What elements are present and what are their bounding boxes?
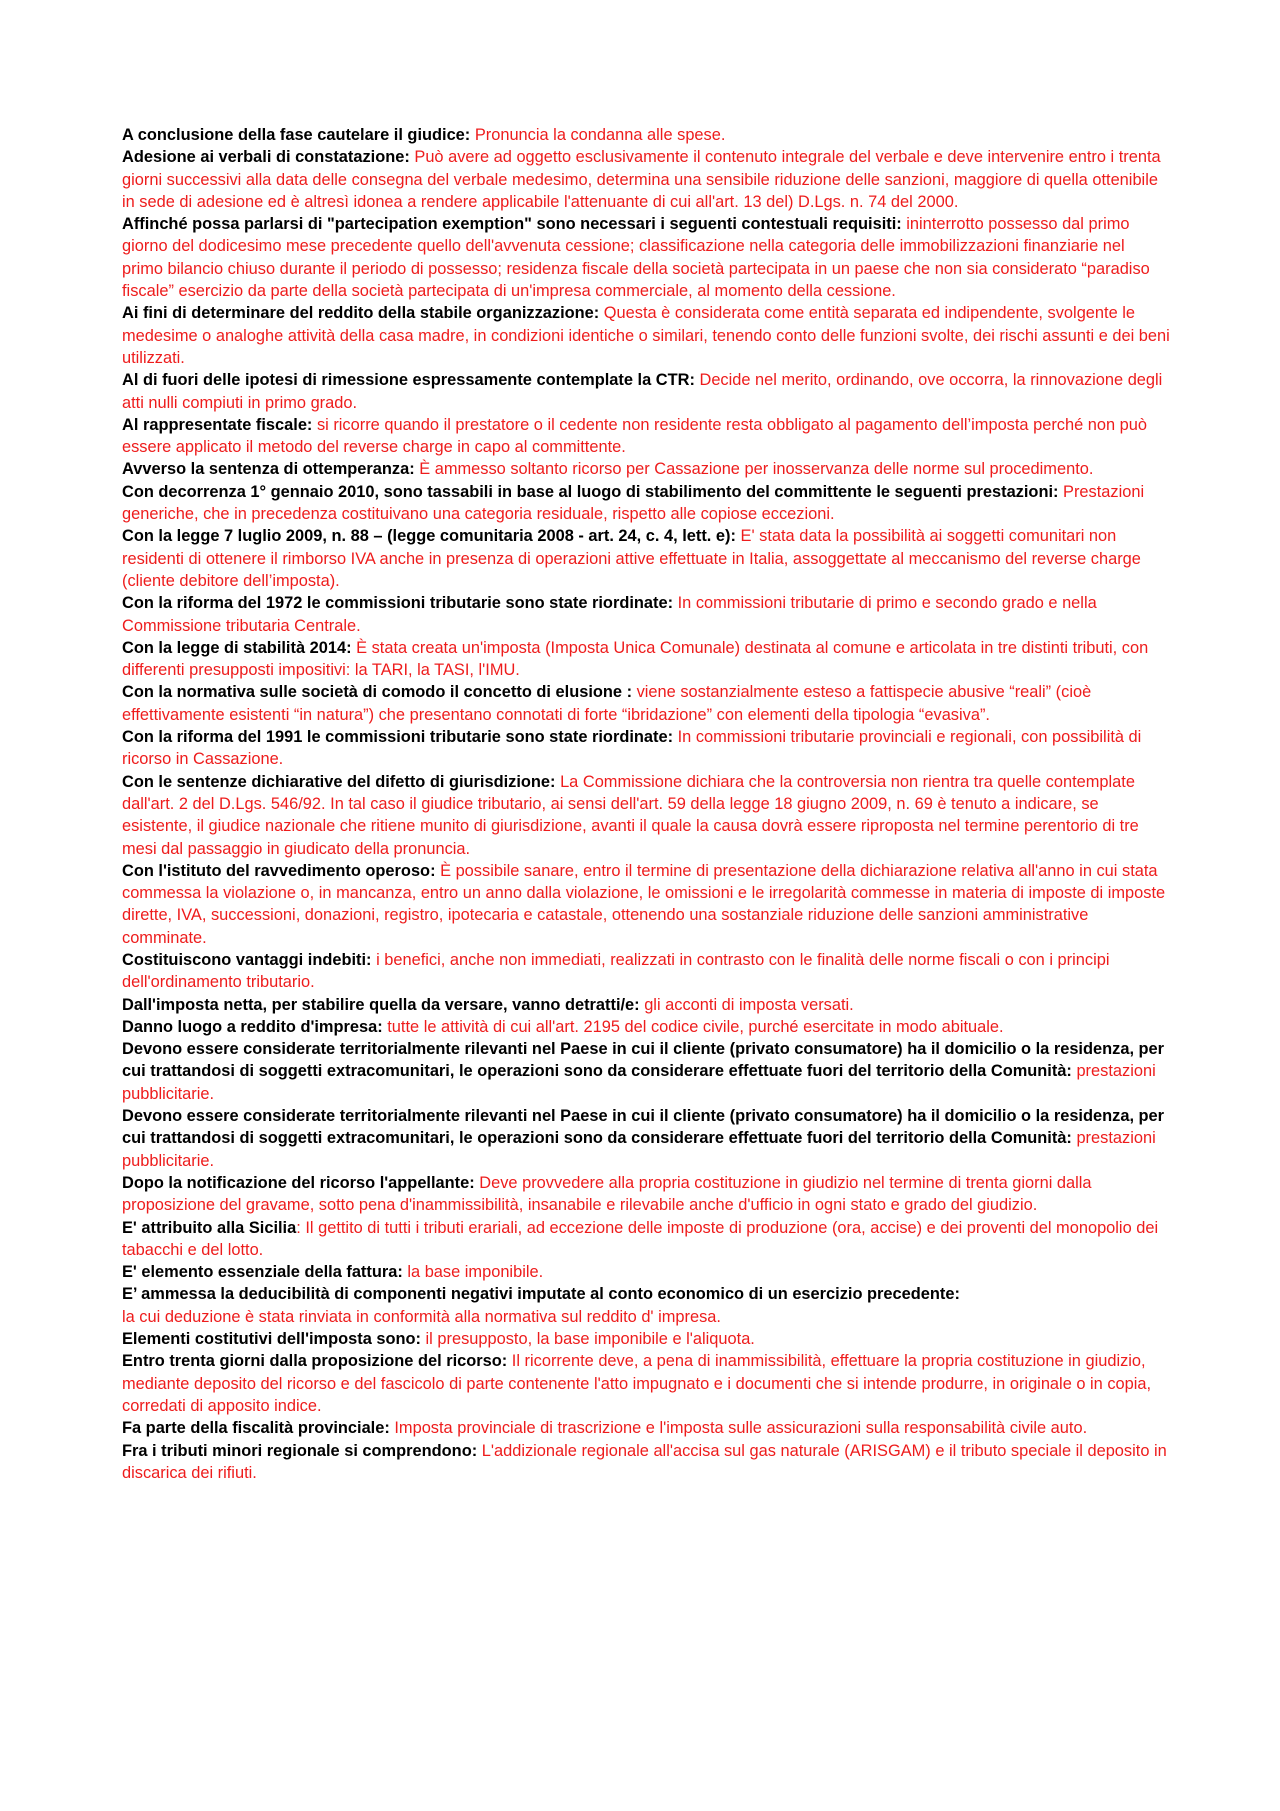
- answer-text: gli acconti di imposta versati.: [639, 995, 854, 1014]
- qa-entry: [122, 1105, 1170, 1172]
- qa-entry: [122, 481, 1170, 526]
- answer-text: È ammesso soltanto ricorso per Cassazione per inosservanza delle norme sul procedimento.: [414, 460, 1094, 479]
- answer-text: : Il gettito di tutti i tributi erariali, ad eccezione delle imposte di produzione (ora, accise) e dei proventi del monopolio dei tabacchi e del lotto.: [122, 1218, 1159, 1259]
- qa-entry: [122, 726, 1170, 771]
- answer-text: il presupposto, la base imponibile e l'aliquota.: [420, 1330, 755, 1349]
- question-text: Dall'imposta netta, per stabilire quella da versare, vanno detratti/e:: [122, 995, 640, 1014]
- qa-entry: [122, 213, 1170, 302]
- answer-text: Pronuncia la condanna alle spese.: [470, 126, 726, 144]
- question-text: Adesione ai verbali di constatazione:: [122, 148, 410, 167]
- qa-entry: [122, 1038, 1170, 1105]
- question-text: Con decorrenza 1° gennaio 2010, sono tassabili in base al luogo di stabilimento del committente le seguenti prestazioni:: [122, 482, 1059, 501]
- qa-entry: [122, 146, 1170, 213]
- document-page: [122, 124, 1170, 1484]
- answer-text: In commissioni tributarie di primo e secondo grado e nella Commissione tributaria Centrale.: [122, 594, 1097, 635]
- answer-text: Il ricorrente deve, a pena di inammissibilità, effettuare la propria costituzione in giudizio, mediante deposito del ricorso e del fascicolo di parte contenente l'atto impugnato e i documenti che si intende produrre, in originale o in copia, corredati di apposito indice.: [122, 1352, 1152, 1415]
- answer-text: i benefici, anche non immediati, realizzati in contrasto con le finalità delle norme fiscali o con i principi dell'ordinamento tributario.: [122, 950, 1110, 992]
- question-text: Con l'istituto del ravvedimento operoso:: [122, 861, 436, 880]
- question-text: Al rappresentate fiscale:: [122, 415, 313, 434]
- question-text: Costituiscono vantaggi indebiti:: [122, 950, 372, 969]
- answer-text: ininterrotto possesso dal primo giorno del dodicesimo mese precedente quello dell'avvenuta cessione; classificazione nella categoria delle immobilizzazioni finanziarie nel primo bilancio chiuso durante il periodo di possesso; residenza fiscale della società partecipata in un paese che non sia considerato “paradiso fiscale” esercizio da parte della società partecipata di un'impresa commerciale, al momento della cessione.: [122, 215, 1150, 301]
- answer-text: Prestazioni generiche, che in precedenza costituivano una categoria residuale, rispetto alle copiose eccezioni.: [122, 482, 1145, 524]
- qa-entry: [122, 525, 1170, 592]
- answer-text: viene sostanzialmente esteso a fattispecie abusive “reali” (cioè effettivamente esistenti “in natura”) che presentano connotati di forte “ibridazione” con elementi della tipologia “evasiva”.: [122, 683, 1092, 724]
- answer-text: si ricorre quando il prestatore o il cedente non residente resta obbligato al pagamento dell’imposta perché non può essere applicato il metodo del reverse charge in capo al committente.: [122, 415, 1148, 457]
- question-text: E’ ammessa la deducibilità di componenti negativi imputate al conto economico di un esercizio precedente:: [122, 1285, 960, 1304]
- question-text: E' attribuito alla Sicilia: [122, 1218, 297, 1237]
- answer-text: La Commissione dichiara che la controversia non rientra tra quelle contemplate dall'art. 2 del D.Lgs. 546/92. In tal caso il giudice tributario, ai sensi dell'art. 59 della legge 18 giugno 2009, n. 69 è tenuto a indicare, se esistente, il giudice nazionale che ritiene munito di giurisdizione, avanti il quale la causa dovrà essere riproposta nel termine perentorio di tre mesi dal passaggio in giudicato della pronuncia.: [122, 772, 1139, 858]
- answer-text: L'addizionale regionale all'accisa sul gas naturale (ARISGAM) e il tributo speciale il deposito in discarica dei rifiuti.: [122, 1441, 1167, 1482]
- qa-entry: [122, 414, 1170, 459]
- question-text: Con la legge 7 luglio 2009, n. 88 – (legge comunitaria 2008 - art. 24, c. 4, lett. e):: [122, 527, 736, 546]
- qa-entry: [122, 302, 1170, 369]
- answer-text: Deve provvedere alla propria costituzione in giudizio nel termine di trenta giorni dalla proposizione del gravame, sotto pena d'inammissibilità, insanabile e rilevabile anche d'ufficio in ogni stato e grado del giudizio.: [122, 1173, 1092, 1215]
- question-text: Avverso la sentenza di ottemperanza:: [122, 460, 415, 479]
- qa-entry: [122, 1261, 1170, 1283]
- question-text: Entro trenta giorni dalla proposizione del ricorso:: [122, 1352, 508, 1371]
- answer-text: Decide nel merito, ordinando, ove occorra, la rinnovazione degli atti nulli compiuti in primo grado.: [122, 371, 1163, 412]
- answer-text: la cui deduzione è stata rinviata in conformità alla normativa sul reddito d' impresa.: [122, 1307, 721, 1326]
- question-text: Con la riforma del 1972 le commissioni tributarie sono state riordinate:: [122, 594, 674, 613]
- qa-entry: [122, 1016, 1170, 1038]
- qa-entry: [122, 637, 1170, 682]
- answer-text: tutte le attività di cui all'art. 2195 del codice civile, purché esercitate in modo abituale.: [382, 1017, 1004, 1036]
- question-text: E' elemento essenziale della fattura:: [122, 1263, 403, 1282]
- question-text: Fa parte della fiscalità provinciale:: [122, 1419, 390, 1438]
- answer-text: prestazioni pubblicitarie.: [122, 1129, 1156, 1170]
- answer-text: È stata creata un'imposta (Imposta Unica Comunale) destinata al comune e articolata in tre distinti tributi, con differenti presupposti impositivi: la TARI, la TASI, l'IMU.: [122, 638, 1149, 680]
- answer-text: E' stata data la possibilità ai soggetti comunitari non residenti di ottenere il rimborso IVA anche in presenza di operazioni attive effettuate in Italia, assoggettate al meccanismo del reverse charge (cliente debitore dell’imposta).: [122, 527, 1141, 590]
- qa-entry: [122, 1172, 1170, 1217]
- qa-entry: [122, 681, 1170, 726]
- qa-entry: [122, 124, 1170, 146]
- qa-entry: [122, 949, 1170, 994]
- answer-text: Questa è considerata come entità separata ed indipendente, svolgente le medesime o analoghe attività della casa madre, in condizioni identiche o similari, tenendo conto delle funzioni svolte, dei rischi assunti e dei beni utilizzati.: [122, 304, 1170, 367]
- answer-text: Imposta provinciale di trascrizione e l'imposta sulle assicurazioni sulla responsabilità civile auto.: [389, 1419, 1088, 1438]
- question-text: Devono essere considerate territorialmente rilevanti nel Paese in cui il cliente (privato consumatore) ha il domicilio o la residenza, per cui trattandosi di soggetti extracomunitari, le operazioni sono da considerare effettuate fuori del territorio della Comunità:: [122, 1040, 1165, 1081]
- question-text: Fra i tributi minori regionale si comprendono:: [122, 1441, 478, 1460]
- qa-entry: [122, 1417, 1170, 1439]
- qa-entry: [122, 1350, 1170, 1417]
- question-text: A conclusione della fase cautelare il giudice:: [122, 126, 471, 144]
- question-text: Con la riforma del 1991 le commissioni tributarie sono state riordinate:: [122, 728, 674, 747]
- question-text: Dopo la notificazione del ricorso l'appellante:: [122, 1173, 475, 1192]
- question-text: Al di fuori delle ipotesi di rimessione espressamente contemplate la CTR:: [122, 371, 695, 390]
- answer-text: Può avere ad oggetto esclusivamente il contenuto integrale del verbale e deve intervenire entro i trenta giorni successivi alla data delle consegna del verbale medesimo, determina una sensibile riduzione delle sanzioni, maggiore di quella ottenibile in sede di adesione ed è altresì idonea a rendere applicabile l'attenuante di cui all'art. 13 del) D.Lgs. n. 74 del 2000.: [122, 148, 1161, 211]
- question-text: Devono essere considerate territorialmente rilevanti nel Paese in cui il cliente (privato consumatore) ha il domicilio o la residenza, per cui trattandosi di soggetti extracomunitari, le operazioni sono da considerare effettuate fuori del territorio della Comunità:: [122, 1107, 1165, 1148]
- qa-entry: [122, 1440, 1170, 1485]
- qa-entry: [122, 592, 1170, 637]
- question-text: Con la legge di stabilità 2014:: [122, 638, 352, 657]
- question-text: Danno luogo a reddito d'impresa:: [122, 1017, 383, 1036]
- answer-text: In commissioni tributarie provinciali e regionali, con possibilità di ricorso in Cassazione.: [122, 728, 1142, 769]
- qa-entry: [122, 1217, 1170, 1262]
- answer-text: la base imponibile.: [402, 1263, 544, 1282]
- answer-text: È possibile sanare, entro il termine di presentazione della dichiarazione relativa all'anno in cui stata commessa la violazione o, in mancanza, entro un anno dalla violazione, le omissioni e le irregolarità commesse in materia di imposte di imposte dirette, IVA, successioni, donazioni, registro, ipotecaria e catastale, ottenendo una sostanziale riduzione delle sanzioni amministrative comminate.: [122, 861, 1166, 947]
- question-text: Affinché possa parlarsi di "partecipation exemption" sono necessari i seguenti contestuali requisiti:: [122, 215, 902, 234]
- qa-entry: [122, 458, 1170, 480]
- answer-text: prestazioni pubblicitarie.: [122, 1062, 1156, 1103]
- qa-entry: [122, 369, 1170, 414]
- question-text: Con la normativa sulle società di comodo il concetto di elusione :: [122, 683, 633, 702]
- question-text: Ai fini di determinare del reddito della stabile organizzazione:: [122, 304, 600, 323]
- qa-entry: [122, 1283, 1170, 1328]
- qa-entry: [122, 771, 1170, 860]
- question-text: Elementi costitutivi dell'imposta sono:: [122, 1330, 421, 1349]
- qa-entry: [122, 1328, 1170, 1350]
- question-text: Con le sentenze dichiarative del difetto di giurisdizione:: [122, 772, 556, 791]
- qa-entry: [122, 994, 1170, 1016]
- qa-entry: [122, 860, 1170, 949]
